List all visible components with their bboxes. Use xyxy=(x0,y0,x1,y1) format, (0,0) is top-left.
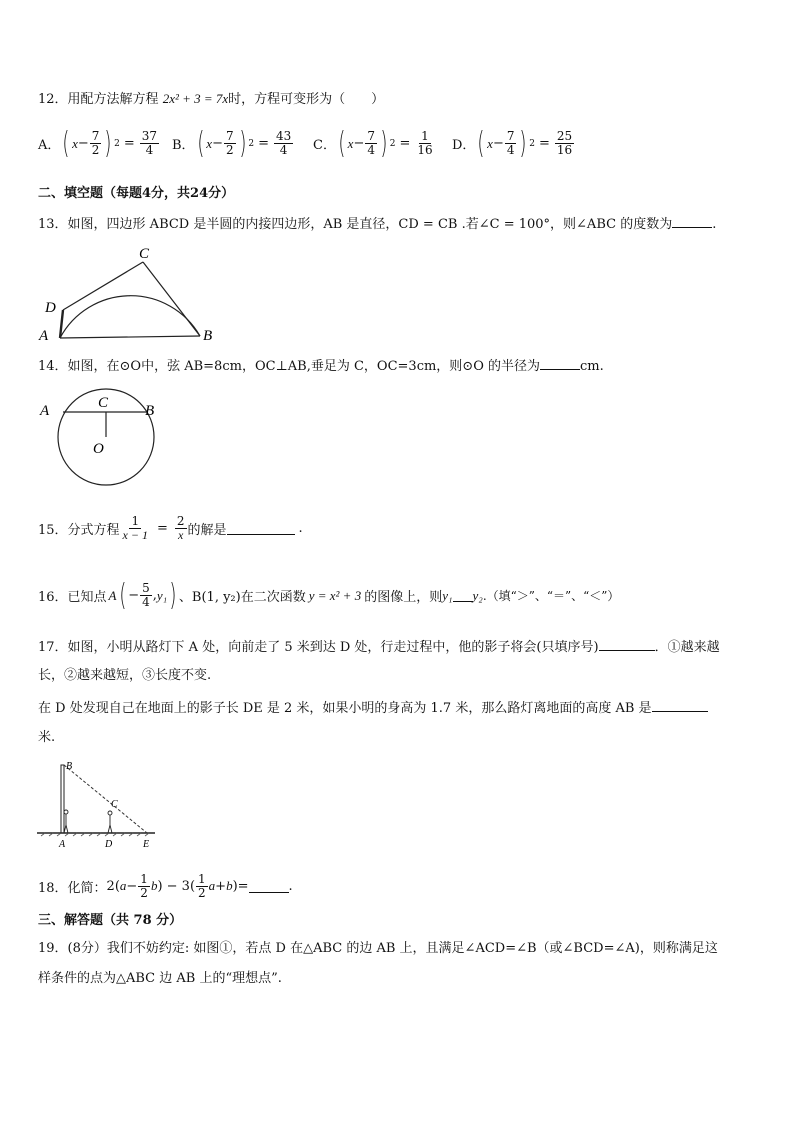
equals-sign: = xyxy=(258,136,269,151)
variable-x: x xyxy=(72,135,78,151)
q15-end: . xyxy=(298,520,303,536)
q14-stem: 14．如图，在⊙O中，弦 AB=8cm，OC⊥AB,垂足为 C，OC=3cm，则⊙O 的半径为 xyxy=(38,359,540,374)
q18-close-paren: ) xyxy=(232,878,238,894)
paren-left: ( xyxy=(196,126,204,161)
q16-text xyxy=(38,578,619,613)
section-3-heading: 三、解答题（共 78 分） xyxy=(38,913,183,928)
q12-option-b[interactable] xyxy=(172,126,294,161)
variable-x: x xyxy=(206,135,213,151)
inner-num: 7 xyxy=(91,129,100,144)
q13-label-d: D xyxy=(45,300,56,316)
q15-equals: = xyxy=(156,520,168,536)
q16-answer-blank[interactable] xyxy=(453,589,473,602)
rhs-fraction xyxy=(415,130,434,156)
q16-paren-right: ) xyxy=(169,578,177,613)
section-2-heading: 二、填空题（每题4分，共24分） xyxy=(38,186,235,201)
minus-sign: − xyxy=(212,136,223,151)
q16-function: y = x² + 3 xyxy=(308,587,362,603)
rhs-fraction xyxy=(274,130,293,156)
q18-fraction-1 xyxy=(138,873,150,899)
q14-text xyxy=(38,355,604,374)
q16-fraction xyxy=(140,582,152,608)
q17-light-ray xyxy=(64,765,147,833)
rhs-fraction xyxy=(555,130,574,156)
paren-right: ) xyxy=(238,126,246,161)
q16-frac-num: 5 xyxy=(142,581,150,596)
q17-line3 xyxy=(38,697,708,716)
q18-vector-a-1: a xyxy=(119,878,127,894)
exponent-2: 2 xyxy=(529,138,535,149)
inner-den: 2 xyxy=(225,143,234,157)
q15-fraction-left xyxy=(121,515,150,541)
option-label: B． xyxy=(172,138,195,153)
minus-sign: − xyxy=(492,136,504,151)
q16-after: 的图像上，则 xyxy=(364,590,443,605)
exponent-2: 2 xyxy=(248,138,255,149)
q17-line2: 长，②越来越短，③长度不变. xyxy=(38,668,212,683)
q14-label-b: B xyxy=(145,403,155,419)
option-label: A． xyxy=(38,138,61,153)
inner-fraction xyxy=(505,130,517,156)
q19-line2: 样条件的点为△ABC 边 AB 上的“理想点”. xyxy=(38,971,282,986)
paren-left: ( xyxy=(477,126,485,161)
inner-num: 7 xyxy=(367,129,375,144)
q13-semicircle xyxy=(60,296,200,338)
q13-label-c: C xyxy=(139,246,150,262)
rhs-num: 1 xyxy=(421,129,429,144)
q13-chord-dc xyxy=(63,262,143,310)
q13-diameter xyxy=(60,336,200,338)
option-label: D． xyxy=(452,138,476,153)
q13-label-a: A xyxy=(39,328,49,344)
paren-right: ) xyxy=(519,126,527,161)
q17-label-e: E xyxy=(143,839,150,850)
q17-answer-blank-1[interactable] xyxy=(599,638,655,651)
q18-coef-2: 2( xyxy=(106,878,120,894)
q16-prefix: 16．已知点 xyxy=(38,590,107,605)
variable-x: x xyxy=(347,135,354,151)
q17-line3-text: 在 D 处发现自己在地面上的影子长 DE 是 2 米，如果小明的身高为 1.7 米，那么路灯离地面的高度 AB 是 xyxy=(38,701,652,716)
q17-person-at-a xyxy=(64,810,68,833)
q18-plus: + xyxy=(215,878,227,894)
q17-lamp-post xyxy=(61,765,64,833)
q16-y1: y₁ xyxy=(442,587,453,603)
q17-label-b: B xyxy=(66,761,73,772)
rhs-num: 37 xyxy=(141,129,158,144)
q16-mid: 、B(1, y₂)在二次函数 xyxy=(178,590,306,605)
q18-end: . xyxy=(288,878,293,894)
q17-label-a: A xyxy=(59,839,66,850)
q17-label-c: C xyxy=(111,799,118,810)
q17-label-d: D xyxy=(105,839,113,850)
q18-equals: = xyxy=(237,878,249,894)
q19-line1: 19．(8分）我们不妨约定: 如图①，若点 D 在△ABC 的边 AB 上，且满足∠ACD=∠B（或∠BCD=∠A)，则称满足这 xyxy=(38,941,718,956)
q15-f1-num: 1 xyxy=(131,514,140,528)
inner-fraction xyxy=(224,130,236,156)
q14-unit: cm. xyxy=(579,359,604,374)
q16-paren-left: ( xyxy=(118,578,126,613)
q18-prefix: 18．化简： xyxy=(38,880,107,896)
q15-f1-den: x − 1 xyxy=(122,527,148,542)
minus-sign: − xyxy=(353,136,365,151)
q18-fraction-2 xyxy=(196,873,208,899)
q18-f1-den: 2 xyxy=(140,885,148,900)
paren-right: ) xyxy=(104,126,112,161)
q14-label-o: O xyxy=(93,441,104,457)
q18-f2-den: 2 xyxy=(198,885,206,900)
q17-line1-text: 17．如图，小明从路灯下 A 处，向前走了 5 米到达 D 处，行走过程中，他的影子将会(只填序号) xyxy=(38,640,599,655)
q18-f2-num: 1 xyxy=(198,872,206,886)
inner-den: 4 xyxy=(367,143,375,157)
q14-label-a: A xyxy=(40,403,50,419)
q16-coord-y1: y₁ xyxy=(156,587,168,603)
q18-vector-b-1: b xyxy=(150,878,158,894)
equals-sign: = xyxy=(399,136,411,151)
q13-figure xyxy=(35,240,225,345)
q17-line4: 米. xyxy=(38,730,56,745)
q12-stem xyxy=(38,88,384,107)
q15-suffix: 的解是 xyxy=(187,522,227,538)
q17-line1 xyxy=(38,636,720,655)
q16-point-a: A xyxy=(108,587,117,603)
q18-coef-3: ) − 3( xyxy=(157,878,196,894)
q15-f2-den: x xyxy=(178,527,184,542)
q17-answer-blank-2[interactable] xyxy=(652,699,708,712)
q15-text xyxy=(38,515,303,541)
q18-vector-b-2: b xyxy=(226,878,233,894)
q15-answer-blank[interactable] xyxy=(227,522,295,535)
minus-sign: − xyxy=(77,136,89,151)
q18-answer-blank[interactable] xyxy=(249,880,289,893)
q15-f2-num: 2 xyxy=(176,514,185,528)
q13-label-b: B xyxy=(203,328,213,344)
q12-prefix: 12．用配方法解方程 xyxy=(38,92,163,107)
variable-x: x xyxy=(487,135,493,151)
q18-vector-a-2: a xyxy=(208,878,216,894)
q17-person-at-d xyxy=(108,811,112,833)
q16-frac-den: 4 xyxy=(142,595,150,609)
rhs-den: 4 xyxy=(279,143,288,157)
exponent-2: 2 xyxy=(114,138,120,149)
exponent-2: 2 xyxy=(389,138,396,149)
q14-answer-blank[interactable] xyxy=(540,357,580,370)
q18-minus: − xyxy=(126,878,138,894)
rhs-num: 25 xyxy=(556,129,573,144)
q13-answer-blank[interactable] xyxy=(672,215,712,228)
q14-figure xyxy=(35,385,165,495)
paren-left: ( xyxy=(338,126,346,161)
q18-f1-num: 1 xyxy=(140,872,148,886)
q14-label-c: C xyxy=(98,395,109,411)
q15-fraction-right xyxy=(175,515,187,541)
q16-minus: − xyxy=(128,588,140,603)
q16-comma: , xyxy=(152,588,157,603)
q12-option-c[interactable] xyxy=(313,126,436,161)
q12-suffix: 时，方程可变形为（ ） xyxy=(228,92,385,107)
q18-text xyxy=(38,873,293,899)
q13-stem: 13．如图，四边形 ABCD 是半圆的内接四边形，AB 是直径，CD = CB .若∠C = 100°，则∠ABC 的度数为 xyxy=(38,217,673,232)
rhs-den: 16 xyxy=(556,143,573,157)
inner-den: 4 xyxy=(506,143,515,157)
q17-line1-end: ．①越来越 xyxy=(654,640,720,655)
inner-num: 7 xyxy=(225,129,234,144)
q15-prefix: 15．分式方程 xyxy=(38,522,120,538)
q17-figure xyxy=(35,757,160,852)
q16-y2: y₂ xyxy=(472,587,483,603)
q12-equation: 2x² + 3 = 7x xyxy=(162,91,229,106)
paren-right: ) xyxy=(380,126,388,161)
q16-hint: .（填“＞”、“＝”、“＜”） xyxy=(482,589,620,603)
option-label: C． xyxy=(313,138,336,153)
inner-den: 2 xyxy=(91,143,100,157)
inner-fraction xyxy=(90,130,102,156)
rhs-fraction xyxy=(140,130,159,156)
inner-fraction xyxy=(365,130,377,156)
q13-text: 13．如图，四边形 ABCD 是半圆的内接四边形，AB 是直径，CD = CB .若∠C = 100°，则∠ABC 的度数为 . xyxy=(38,217,717,232)
rhs-den: 16 xyxy=(417,143,433,157)
equals-sign: = xyxy=(123,136,135,151)
q12-option-a[interactable] xyxy=(38,126,160,161)
q12-option-d[interactable] xyxy=(452,126,575,161)
equals-sign: = xyxy=(538,136,550,151)
rhs-num: 43 xyxy=(275,129,292,144)
rhs-den: 4 xyxy=(145,143,154,157)
paren-left: ( xyxy=(62,126,70,161)
inner-num: 7 xyxy=(506,129,515,144)
